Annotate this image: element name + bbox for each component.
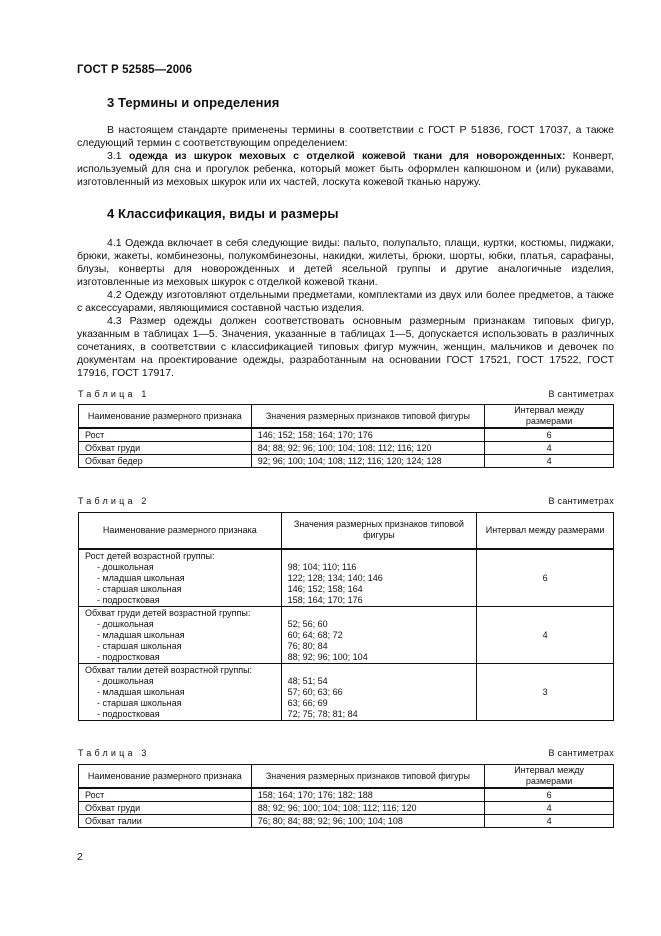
table-cell: 4 — [485, 455, 614, 468]
table-cell — [79, 549, 282, 607]
table-2 — [78, 512, 614, 721]
group-value: 76; 80; 84 — [287, 640, 328, 651]
table-group-row — [79, 549, 614, 607]
section-3-title: 3 Термины и определения — [107, 95, 280, 110]
table-cell: 6 — [485, 428, 614, 442]
table-row — [79, 815, 614, 828]
term-definition — [77, 150, 614, 189]
group-item: - подростковая — [97, 651, 160, 662]
group-item: - младшая школьная — [97, 572, 185, 583]
group-item: - старшая школьная — [97, 640, 182, 651]
table-row — [79, 428, 614, 442]
table-header-cell: Значения размерных признаков типовой фигуры — [251, 765, 484, 789]
term-number: 3.1 — [107, 150, 122, 162]
table-cell: 4 — [485, 815, 614, 828]
table-row — [79, 455, 614, 468]
table-1-unit: В сантиметрах — [548, 389, 614, 399]
table-header-cell: Наименование размерного признака — [79, 513, 282, 549]
term-text: Конверт, используемый для сна и прогулок ребенка, который может быть оформлен капюшоном и (или) рукавами, изготовленный из меховых шкурок или их частей, лоскута кожевой тканью наружу. — [77, 150, 614, 188]
table-3-caption-row — [78, 748, 614, 758]
table-header-cell: Наименование размерного признака — [79, 405, 252, 429]
table-cell: 158; 164; 170; 176; 182; 188 — [251, 788, 484, 802]
clause-4-3: 4.3 Размер одежды должен соответствовать основным размерным признакам типовых фигур, указанным в таблицах 1—5. Значения, указанные в таблицах 1—5, допускается использовать в различных сочетаниях, в соответствии с классификацией типовых фигур мужчин, женщин, мальчиков и девочек по документам на проектирование одежды, разработанным на основании ГОСТ 17521, ГОСТ 17522, ГОСТ 17916, ГОСТ 17917. — [77, 315, 614, 379]
group-item: - подростковая — [97, 708, 160, 719]
section-4-title: 4 Классификация, виды и размеры — [107, 206, 339, 221]
group-value: 57; 60; 63; 66 — [287, 686, 343, 697]
table-cell: Рост — [79, 788, 252, 802]
table-header-cell: Значения размерных признаков типовой фигуры — [281, 513, 477, 549]
section-4-body — [77, 237, 614, 380]
table-1-caption-row — [78, 389, 614, 399]
section-3-intro: В настоящем стандарте применены термины в соответствии с ГОСТ Р 51836, ГОСТ 17037, а также следующий термин с соответствующим определением: — [77, 124, 614, 149]
table-row — [79, 788, 614, 802]
term-name: одежда из шкурок меховых с отделкой кожевой ткани для новорожденных: — [128, 150, 566, 162]
table-cell — [281, 663, 477, 720]
group-value: 63; 66; 69 — [287, 697, 328, 708]
table-2-unit: В сантиметрах — [548, 496, 614, 506]
group-item: - старшая школьная — [97, 583, 182, 594]
group-title: Обхват талии детей возрастной группы: — [85, 664, 253, 675]
table-2-caption: Таблица 2 — [78, 496, 150, 506]
group-value: 48; 51; 54 — [287, 675, 328, 686]
table-cell: Обхват талии — [79, 815, 252, 828]
table-cell: Обхват бедер — [79, 455, 252, 468]
table-3-unit: В сантиметрах — [548, 748, 614, 758]
group-value: 158; 164; 170; 176 — [287, 594, 363, 605]
table-cell: Обхват груди — [79, 442, 252, 455]
table-cell — [79, 606, 282, 663]
table-header-cell: Интервал между размерами — [485, 405, 614, 429]
document-code: ГОСТ Р 52585—2006 — [77, 64, 193, 76]
group-value: 52; 56; 60 — [287, 618, 328, 629]
table-cell: 6 — [485, 788, 614, 802]
group-value: 122; 128; 134; 140; 146 — [287, 572, 383, 583]
table-2-caption-row — [78, 496, 614, 506]
group-item: - подростковая — [97, 594, 160, 605]
clause-4-1: 4.1 Одежда включает в себя следующие виды: пальто, полупальто, плащи, куртки, костюмы, пиджаки, брюки, жакеты, комбинезоны, полукомбинезоны, накидки, жилеты, брюки, шорты, юбки, платья, сарафаны, блузы, конверты для новорожденных и детей ясельной группы и другие аналогичные изделия, изготовленные из меховых шкурок с отделкой кожевой ткани. — [77, 237, 614, 288]
table-header-cell: Наименование размерного признака — [79, 765, 252, 789]
page-number: 2 — [77, 851, 83, 863]
group-value: 72; 75; 78; 81; 84 — [287, 708, 358, 719]
table-header-row — [79, 405, 614, 429]
table-row — [79, 802, 614, 815]
table-header-row — [79, 513, 614, 549]
table-cell: 92; 96; 100; 104; 108; 112; 116; 120; 124; 128 — [251, 455, 484, 468]
table-cell — [281, 606, 477, 663]
table-cell: 76; 80; 84; 88; 92; 96; 100; 104; 108 — [251, 815, 484, 828]
table-group-row — [79, 663, 614, 720]
table-1 — [78, 404, 614, 468]
group-item: - младшая школьная — [97, 686, 185, 697]
table-header-row — [79, 765, 614, 789]
group-item: - дошкольная — [97, 618, 154, 629]
table-cell — [281, 549, 477, 607]
group-value: 60; 64; 68; 72 — [287, 629, 343, 640]
group-title: Обхват груди детей возрастной группы: — [85, 607, 251, 618]
group-value: 146; 152; 158; 164 — [287, 583, 363, 594]
table-cell: 3 — [477, 663, 614, 720]
section-3-body — [77, 124, 614, 189]
group-item: - дошкольная — [97, 561, 154, 572]
table-3 — [78, 764, 614, 828]
table-cell: Рост — [79, 428, 252, 442]
group-value: 98; 104; 110; 116 — [287, 561, 357, 572]
table-cell: 146; 152; 158; 164; 170; 176 — [251, 428, 484, 442]
table-header-cell: Интервал между размерами — [477, 513, 614, 549]
table-header-cell: Значения размерных признаков типовой фигуры — [251, 405, 484, 429]
table-cell: 4 — [485, 442, 614, 455]
table-3-caption: Таблица 3 — [78, 748, 150, 758]
group-item: - старшая школьная — [97, 697, 182, 708]
table-cell: 88; 92; 96; 100; 104; 108; 112; 116; 120 — [251, 802, 484, 815]
table-1-caption: Таблица 1 — [78, 389, 150, 399]
table-cell: 6 — [477, 549, 614, 607]
table-cell — [79, 663, 282, 720]
table-cell: Обхват груди — [79, 802, 252, 815]
table-row — [79, 442, 614, 455]
group-title: Рост детей возрастной группы: — [85, 550, 215, 561]
clause-4-2: 4.2 Одежду изготовляют отдельными предметами, комплектами из двух или более предметов, а также с аксессуарами, являющимися составной частью изделия. — [77, 289, 614, 314]
group-value: 88; 92; 96; 100; 104 — [287, 651, 368, 662]
table-cell: 4 — [485, 802, 614, 815]
table-cell: 84; 88; 92; 96; 100; 104; 108; 112; 116; 120 — [251, 442, 484, 455]
table-cell: 4 — [477, 606, 614, 663]
group-item: - младшая школьная — [97, 629, 185, 640]
group-item: - дошкольная — [97, 675, 154, 686]
table-header-cell: Интервал между размерами — [485, 765, 614, 789]
table-group-row — [79, 606, 614, 663]
